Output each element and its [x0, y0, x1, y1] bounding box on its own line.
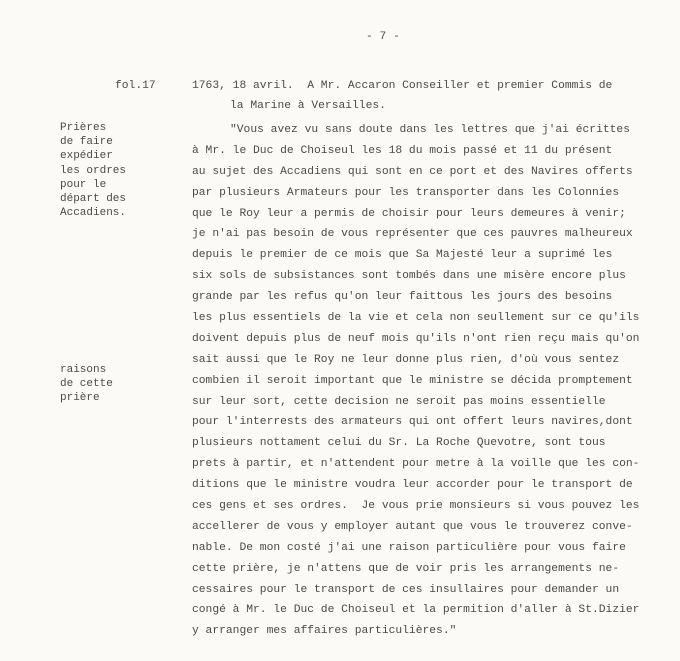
body-line: combien il seroit important que le ministre se décida promptement: [192, 374, 633, 387]
body-line: cette prière, je n'attens que de voir pris les arrangements ne-: [192, 562, 620, 575]
margin-note-line: raisons: [60, 364, 107, 376]
margin-note-line: de faire: [60, 136, 113, 149]
body-line: que le Roy leur a permis de choisir pour leurs demeures à venir;: [192, 207, 626, 220]
margin-note-raisons: [60, 364, 113, 407]
margin-note-line: Accadiens.: [60, 207, 127, 220]
margin-note-line: les ordres: [60, 164, 127, 177]
body-line: sur leur sort, cette decision ne seroit pas moins essentielle: [192, 395, 606, 408]
margin-note-line: Prières: [60, 122, 107, 134]
body-line: je n'ai pas besoin de vous représenter que ces pauvres malheureux: [192, 228, 633, 241]
margin-note-line: prière: [60, 392, 100, 405]
letter-heading-line-1: 1763, 18 avril. A Mr. Accaron Conseiller et premier Commis de: [192, 80, 613, 92]
body-line: ditions que le ministre voudra leur accorder pour le transport de: [192, 479, 633, 492]
body-line: par plusieurs Armateurs pour les transporter dans les Colonnies: [192, 186, 620, 199]
body-line: prets à partir, et n'attendent pour metre à la voille que les con-: [192, 458, 640, 471]
margin-note-line: de cette: [60, 378, 113, 391]
body-line: depuis le premier de ce mois que Sa Majesté leur a suprimé les: [192, 249, 613, 262]
letter-body: [192, 123, 639, 645]
margin-note-line: départ des: [60, 192, 127, 205]
body-line: sait aussi que le Roy ne leur donne plus rien, d'où vous sentez: [192, 353, 620, 366]
letter-heading-line-2: la Marine à Versailles.: [230, 100, 386, 112]
body-line: congé à Mr. le Duc de Choiseul et la permition d'aller à St.Dizier: [192, 604, 640, 617]
body-line: ces gens et ses ordres. Je vous prie monsieurs si vous pouvez les: [192, 500, 640, 513]
body-line: nable. De mon costé j'ai une raison particulière pour vous faire: [192, 541, 626, 554]
body-line: six sols de subsistances sont tombés dans une misère encore plus: [192, 270, 626, 283]
body-line: pour l'interrests des armateurs qui ont offert leurs navires,dont: [192, 416, 633, 429]
margin-note-line: pour le: [60, 178, 107, 191]
body-line: cessaires pour le transport de ces insullaires pour demander un: [192, 583, 620, 596]
body-line: plusieurs nottament celui du Sr. La Roche Quevotre, sont tous: [192, 437, 606, 450]
page-number: - 7 -: [366, 31, 400, 43]
body-line: "Vous avez vu sans doute dans les lettres que j'ai écrittes: [230, 124, 630, 136]
body-line: les plus essentiels de la vie et cela non seullement sur ce qu'ils: [192, 312, 640, 325]
folio-reference: fol.17: [115, 80, 156, 92]
body-line: y arranger mes affaires particulières.": [192, 625, 457, 638]
body-line: accellerer de vous y employer autant que vous le trouverez conve-: [192, 520, 633, 533]
body-line: à Mr. le Duc de Choiseul les 18 du mois passé et 11 du présent: [192, 144, 613, 157]
margin-note-line: expédier: [60, 150, 113, 163]
body-line: au sujet des Accadiens qui sont en ce port et des Navires offerts: [192, 165, 633, 178]
body-line: grande par les refus qu'on leur faittous les jours des besoins: [192, 291, 613, 304]
margin-note-prieres: [60, 122, 126, 221]
body-line: doivent depuis plus de neuf mois qu'ils n'ont rien reçu mais qu'on: [192, 332, 640, 345]
